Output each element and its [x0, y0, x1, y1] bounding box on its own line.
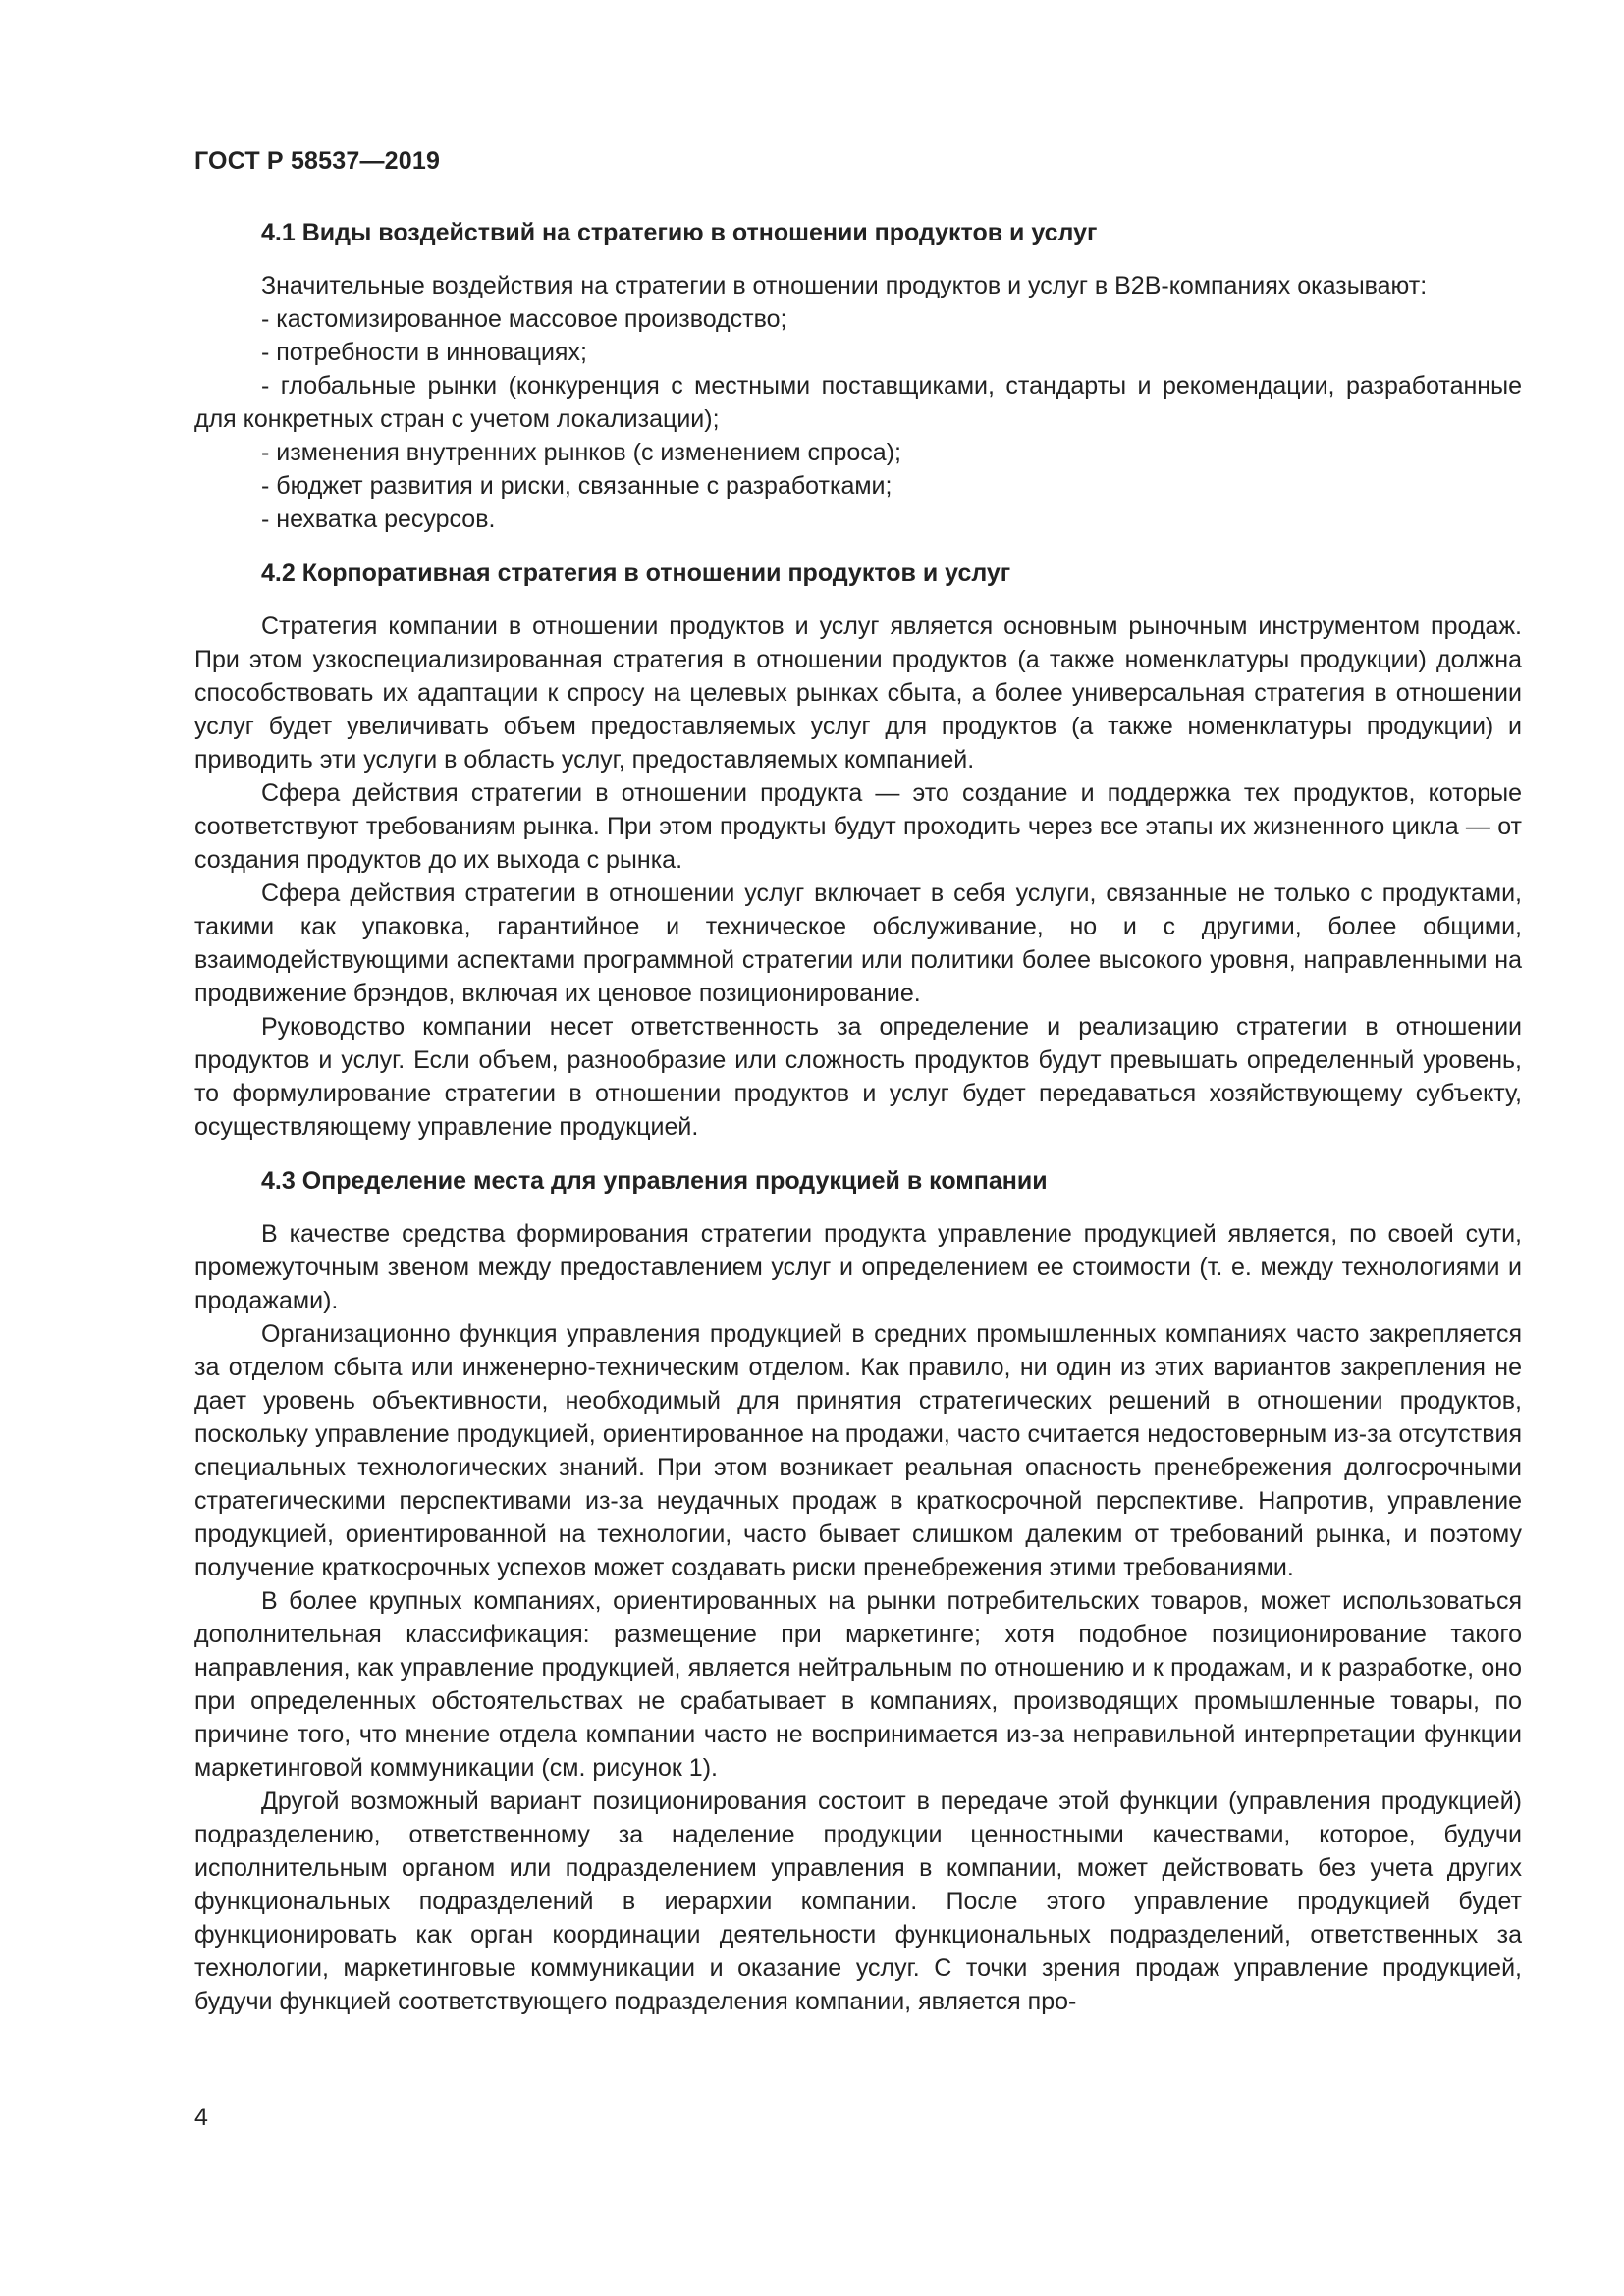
- list-item: - бюджет развития и риски, связанные с разработками;: [261, 472, 893, 500]
- spacer: [194, 536, 1522, 560]
- bullet-list: [194, 302, 1522, 536]
- paragraph: Другой возможный вариант позиционирования состоит в передаче этой функции (управления продукцией) подразделению, ответственному за наделение продукции ценностными качествами, которое, будучи исполнительным органом или подразделением управления в компании, может действовать без учета других функциональных подразделений в иерархии компании. После этого управление продукцией будет функционировать как орган координации деятельности функциональных подразделений, ответственных за технологии, маркетинговые коммуникации и оказание услуг. С точки зрения продаж управление продукцией, будучи функцией соответствующего подразделения компании, является про-: [194, 1788, 1522, 2015]
- paragraph: В более крупных компаниях, ориентированных на рынки потребительских товаров, может использоваться дополнительная классификация: размещение при маркетинге; хотя подобное позиционирование такого направления, как управление продукцией, является нейтральным по отношению и к продажам, и к разработке, оно при определенных обстоятельствах не срабатывает в компаниях, производящих промышленные товары, по причине того, что мнение отдела компании часто не воспринимается из-за неправильной интерпретации функции маркетинговой коммуникации (см. рисунок 1).: [194, 1587, 1522, 1782]
- list-item: - нехватка ресурсов.: [261, 506, 496, 533]
- paragraph: Организационно функция управления продукцией в средних промышленных компаниях часто закрепляется за отделом сбыта или инженерно-техническим отделом. Как правило, ни один из этих вариантов закрепления не дает уровень объективности, необходимый для принятия стратегических решений в отношении продуктов, поскольку управление продукцией, ориентированное на продажи, часто считается недостоверным из-за отсутствия специальных технологических знаний. При этом возникает реальная опасность пренебрежения долгосрочными стратегическими перспективами из-за неудачных продаж в краткосрочной перспективе. Напротив, управление продукцией, ориентированной на технологии, часто бывает слишком далеким от требований рынка, и поэтому получение краткосрочных успехов может создавать риски пренебрежения этими требованиями.: [194, 1320, 1522, 1581]
- spacer: [194, 1144, 1522, 1167]
- document-code-header: ГОСТ Р 58537—2019: [194, 147, 441, 175]
- paragraph: Сфера действия стратегии в отношении услуг включает в себя услуги, связанные не только с продуктами, такими как упаковка, гарантийное и техническое обслуживание, но и с другими, более общими, взаимодействующими аспектами программной стратегии или политики более высокого уровня, направленными на продвижение брэндов, включая их ценовое позиционирование.: [194, 880, 1522, 1007]
- paragraph: Сфера действия стратегии в отношении продукта — это создание и поддержка тех продуктов, которые соответствуют требованиям рынка. При этом продукты будут проходить через все этапы их жизненного цикла — от создания продуктов до их выхода с рынка.: [194, 779, 1522, 874]
- document-page: [194, 147, 1522, 2018]
- list-item: - потребности в инновациях;: [261, 339, 587, 366]
- paragraph: Стратегия компании в отношении продуктов и услуг является основным рыночным инструментом продаж. При этом узкоспециализированная стратегия в отношении продуктов (а также номенклатуры продукции) должна способствовать их адаптации к спросу на целевых рынках сбыта, а более универсальная стратегия в отношении услуг будет увеличивать объем предоставляемых услуг для продуктов (а также номенклатуры продукции) и приводить эти услуги в область услуг, предоставляемых компанией.: [194, 613, 1522, 774]
- page-number: 4: [194, 2104, 208, 2131]
- section-title-4-1: 4.1 Виды воздействий на стратегию в отношении продуктов и услуг: [261, 219, 1098, 246]
- list-item: - изменения внутренних рынков (с изменением спроса);: [261, 439, 901, 466]
- section-title-4-2: 4.2 Корпоративная стратегия в отношении продуктов и услуг: [261, 560, 1011, 587]
- list-item: - кастомизированное массовое производство;: [261, 305, 787, 333]
- list-item: - глобальные рынки (конкуренция с местными поставщиками, стандарты и рекомендации, разработанные для конкретных стран с учетом локализации);: [194, 372, 1522, 433]
- section-title-4-3: 4.3 Определение места для управления продукцией в компании: [261, 1167, 1048, 1195]
- paragraph: Значительные воздействия на стратегии в отношении продуктов и услуг в B2B-компаниях оказывают:: [261, 272, 1428, 299]
- paragraph: Руководство компании несет ответственность за определение и реализацию стратегии в отношении продуктов и услуг. Если объем, разнообразие или сложность продуктов будут превышать определенный уровень, то формулирование стратегии в отношении продуктов и услуг будет передаваться хозяйствующему субъекту, осуществляющему управление продукцией.: [194, 1013, 1522, 1141]
- paragraph: В качестве средства формирования стратегии продукта управление продукцией является, по своей сути, промежуточным звеном между предоставлением услуг и определением ее стоимости (т. е. между технологиями и продажами).: [194, 1220, 1522, 1314]
